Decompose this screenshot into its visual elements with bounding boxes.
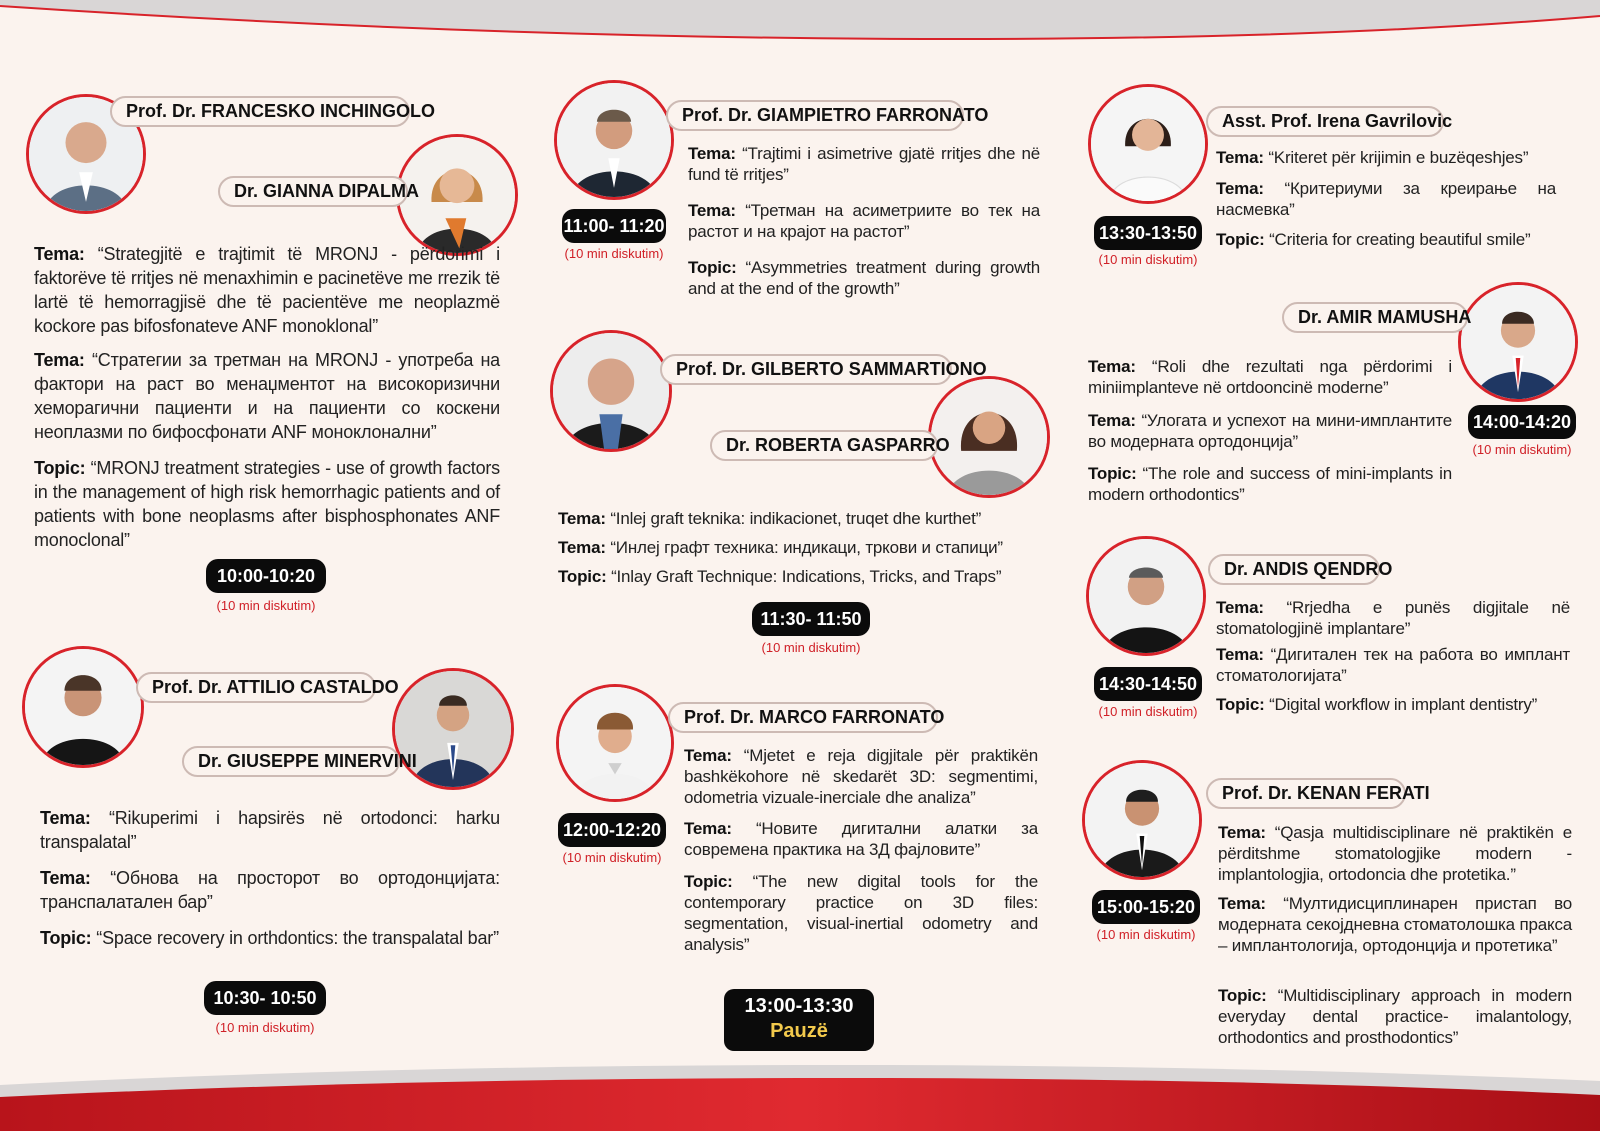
topic-english — [1088, 463, 1452, 505]
topic-text: “Asymmetries treatment during growth and at the end of the growth” — [688, 258, 1040, 298]
speaker-photo-g-farronato — [554, 80, 674, 200]
speaker-portrait-icon — [1091, 87, 1205, 201]
speaker-photo-sammartiono — [550, 330, 672, 452]
discussion-note: (10 min diskutim) — [215, 1020, 315, 1035]
session-time: 14:30-14:50 — [1094, 667, 1202, 701]
topic-albanian — [40, 806, 500, 854]
topic-label: Tema: — [34, 244, 85, 264]
topic-english — [1218, 985, 1572, 1048]
topic-label: Topic: — [1216, 695, 1265, 714]
topic-text: “Новите дигитални алатки за современа практика на 3Д фајловите” — [684, 819, 1038, 859]
topic-label: Tema: — [1218, 894, 1266, 913]
topic-macedonian — [1218, 893, 1572, 956]
bottom-decorative-band — [0, 1051, 1600, 1131]
topic-english — [1216, 229, 1556, 250]
topic-label: Tema: — [40, 808, 91, 828]
discussion-note: (10 min diskutim) — [562, 850, 662, 865]
top-decorative-band — [0, 0, 1600, 54]
topic-albanian — [1088, 356, 1452, 398]
topic-label: Tema: — [684, 746, 732, 765]
discussion-note: (10 min diskutim) — [216, 598, 316, 613]
topic-text: “Rikuperimi i hapsirës në ortodonci: harku transpalatal” — [40, 808, 500, 852]
discussion-note: (10 min diskutim) — [1472, 442, 1572, 457]
topic-english — [684, 871, 1038, 955]
topic-text: “Strategjitë e trajtimit të MRONJ - përdorimi i faktorëve të rritjes në menaxhimin e pacinetëve me rrezik të lartë të hemorragjisë dhe të pacientëve me neoplazmë kockore pas bifosfonateve ANF monoklonal” — [34, 244, 500, 336]
topic-label: Tema: — [1218, 823, 1266, 842]
speaker-name: Prof. Dr. KENAN FERATI — [1206, 778, 1406, 809]
topic-english — [558, 566, 1028, 587]
speaker-name: Prof. Dr. ATTILIO CASTALDO — [136, 672, 376, 703]
topic-albanian — [558, 508, 1028, 529]
session-time: 11:00- 11:20 — [562, 209, 666, 243]
topic-english — [1216, 694, 1570, 715]
topic-label: Topic: — [558, 567, 607, 586]
topic-text: “The role and success of mini-implants in modern orthodontics” — [1088, 464, 1452, 504]
session-time: 13:30-13:50 — [1094, 216, 1202, 250]
discussion-note: (10 min diskutim) — [1098, 252, 1198, 267]
pause-time: 13:00-13:30 — [744, 995, 854, 1017]
topic-text: “The new digital tools for the contemporary practice on 3D files: segmentation, visual-inertial odometry and analysis” — [684, 872, 1038, 954]
topic-label: Tema: — [558, 509, 606, 528]
topic-english — [688, 257, 1040, 299]
topic-label: Topic: — [40, 928, 92, 948]
topic-label: Tema: — [688, 144, 736, 163]
topic-text: “Мултидисциплинарен пристап во модерната секојдневна стоматолошка пракса – имплантологија, ортодонција и протетика” — [1218, 894, 1573, 955]
speaker-photo-m-farronato — [556, 684, 674, 802]
speaker-portrait-icon — [557, 83, 671, 197]
topic-text: “Roli dhe rezultati nga përdorimi i miniimplanteve në ortdooncinë moderne” — [1088, 357, 1452, 397]
topic-text: “Критериуми за креирање на насмевка” — [1216, 179, 1556, 219]
discussion-note: (10 min diskutim) — [564, 246, 664, 261]
session-time: 14:00-14:20 — [1468, 405, 1576, 439]
topic-label: Tema: — [1216, 148, 1264, 167]
topic-albanian — [688, 143, 1040, 185]
session-time: 12:00-12:20 — [558, 813, 666, 847]
topic-albanian — [684, 745, 1038, 808]
topic-text: “Criteria for creating beautiful smile” — [1269, 230, 1531, 249]
speaker-portrait-icon — [1085, 763, 1199, 877]
speaker-name: Prof. Dr. FRANCESKO INCHINGOLO — [110, 96, 410, 127]
speaker-portrait-icon — [553, 333, 669, 449]
discussion-note: (10 min diskutim) — [1098, 704, 1198, 719]
topic-label: Tema: — [558, 538, 606, 557]
speaker-photo-ferati — [1082, 760, 1202, 880]
topic-text: “Mjetet e reja digjitale për praktikën bashkëkohore në skedarët 3D: segmentimi, odometria vizuale-inerciale dhe analiza” — [684, 746, 1038, 807]
topic-label: Topic: — [1088, 464, 1137, 483]
topic-macedonian — [688, 200, 1040, 242]
speaker-portrait-icon — [1461, 285, 1575, 399]
topic-albanian — [1216, 147, 1556, 168]
topic-text: “Rrjedha e punës digjitale në stomatologjinë implantare” — [1216, 598, 1570, 638]
topic-label: Tema: — [1216, 645, 1264, 664]
topic-text: “Inlej graft teknika: indikacionet, truqet dhe kurthet” — [610, 509, 982, 528]
speaker-name: Asst. Prof. Irena Gavrilovic — [1206, 106, 1444, 137]
topic-text: “Дигитален тек на работа во имплант стоматологијата” — [1216, 645, 1570, 685]
topic-text: “Multidisciplinary approach in modern everyday dental practice- imalantology, orthodontics and prosthodontics” — [1218, 986, 1572, 1047]
session-time: 10:30- 10:50 — [204, 981, 326, 1015]
topic-label: Tema: — [1088, 357, 1136, 376]
topic-macedonian — [558, 537, 1028, 558]
topic-macedonian — [1216, 178, 1556, 220]
topic-english — [40, 926, 500, 950]
topic-text: “Space recovery in orthdontics: the transpalatal bar” — [96, 928, 499, 948]
speaker-photo-mamusha — [1458, 282, 1578, 402]
topic-label: Tema: — [688, 201, 736, 220]
topic-text: “Digital workflow in implant dentistry” — [1269, 695, 1538, 714]
topic-text: “Trajtimi i asimetrive gjatë rritjes dhe në fund të rritjes” — [688, 144, 1040, 184]
session-time: 15:00-15:20 — [1092, 890, 1200, 924]
session-time: 11:30- 11:50 — [752, 602, 870, 636]
speaker-photo-castaldo — [22, 646, 144, 768]
speaker-name: Prof. Dr. GILBERTO SAMMARTIONO — [660, 354, 952, 385]
topic-text: “Инлеј графт техника: индикаци, тркови и стапици” — [610, 538, 1003, 557]
topic-albanian — [1218, 822, 1572, 885]
speaker-portrait-icon — [559, 687, 671, 799]
topic-macedonian — [1216, 644, 1570, 686]
topic-macedonian — [684, 818, 1038, 860]
speaker-name: Dr. ROBERTA GASPARRO — [710, 430, 938, 461]
topic-label: Topic: — [1216, 230, 1265, 249]
topic-label: Topic: — [1218, 986, 1267, 1005]
session-time: 10:00-10:20 — [206, 559, 326, 593]
topic-label: Topic: — [34, 458, 86, 478]
topic-label: Topic: — [688, 258, 737, 277]
topic-label: Tema: — [40, 868, 91, 888]
discussion-note: (10 min diskutim) — [761, 640, 861, 655]
speaker-photo-qendro — [1086, 536, 1206, 656]
topic-label: Topic: — [684, 872, 733, 891]
speaker-name: Dr. AMIR MAMUSHA — [1282, 302, 1468, 333]
topic-text: “MRONJ treatment strategies - use of growth factors in the management of high risk hemorrhagic patients and of patients with bone neoplasms after bisphosphonates ANF monoclonal” — [34, 458, 500, 550]
speaker-name: Dr. GIUSEPPE MINERVINI — [182, 746, 400, 777]
topic-english — [34, 456, 500, 552]
discussion-note: (10 min diskutim) — [1096, 927, 1196, 942]
topic-label: Tema: — [1216, 598, 1264, 617]
topic-label: Tema: — [1088, 411, 1136, 430]
topic-text: “Третман на асиметриите во тек на растот и на крајот на растот” — [688, 201, 1040, 241]
topic-text: “Inlay Graft Technique: Indications, Tricks, and Traps” — [611, 567, 1002, 586]
topic-text: “Kriteret për krijimin e buzëqeshjes” — [1268, 148, 1529, 167]
speaker-photo-gavrilovic — [1088, 84, 1208, 204]
topic-macedonian — [34, 348, 500, 444]
topic-text: “Qasja multidisciplinare në praktikën e përditshme stomatologjike modern - implantologjia, ortodoncia dhe protetika.” — [1218, 823, 1572, 884]
topic-label: Tema: — [684, 819, 732, 838]
topic-albanian — [34, 242, 500, 338]
speaker-name: Prof. Dr. MARCO FARRONATO — [668, 702, 938, 733]
speaker-portrait-icon — [25, 649, 141, 765]
speaker-name: Dr. ANDIS QENDRO — [1208, 554, 1380, 585]
topic-label: Tema: — [34, 350, 85, 370]
topic-macedonian — [1088, 410, 1452, 452]
speaker-name: Dr. GIANNA DIPALMA — [218, 176, 408, 207]
pause-label: Pauzë — [770, 1020, 828, 1042]
speaker-name: Prof. Dr. GIAMPIETRO FARRONATO — [666, 100, 964, 131]
topic-text: “Улогата и успехот на мини-имплантите во модерната ортодонција” — [1088, 411, 1452, 451]
speaker-portrait-icon — [1089, 539, 1203, 653]
topic-text: “Стратегии за третман на MRONJ - употреба на фактори на раст во менаџментот на високоризични хеморагични пациенти и на пациенти со коскени неоплазми по бифосфонати ANF моноклонални” — [34, 350, 500, 442]
topic-macedonian — [40, 866, 500, 914]
pause-box — [724, 989, 874, 1051]
topic-label: Tema: — [1216, 179, 1264, 198]
topic-albanian — [1216, 597, 1570, 639]
topic-text: “Обнова на просторот во ортодонцијата: транспалатален бар” — [40, 868, 500, 912]
